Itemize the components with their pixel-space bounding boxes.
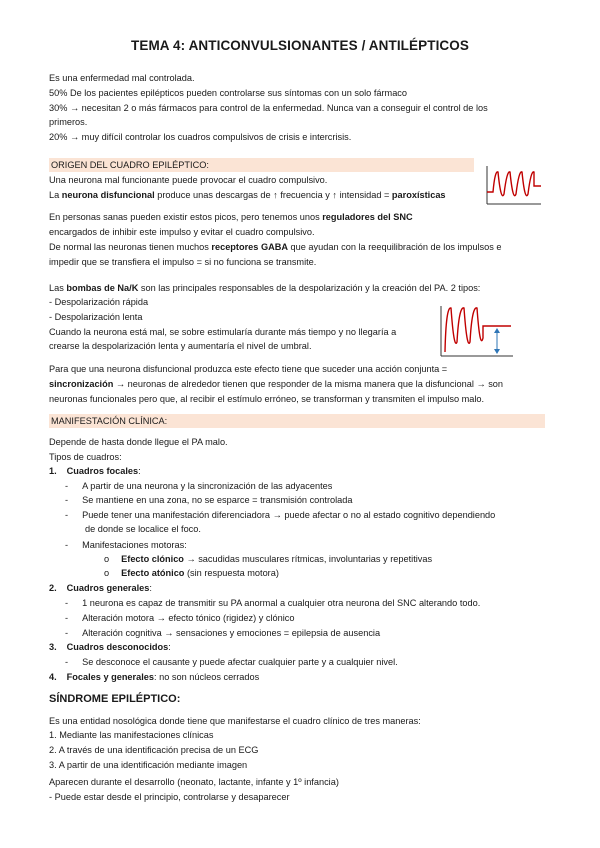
text-line: De normal las neuronas tienen muchos receptores GABA que ayudan con la reequilibración de los impulsos e: [49, 242, 502, 252]
list-item: - Se mantiene en una zona, no se esparce = transmisión controlada: [65, 495, 353, 505]
intro-line: 50% De los pacientes epilépticos pueden controlarse sus síntomas con un solo fármaco: [49, 88, 408, 98]
list-item: - Alteración cognitiva → sensaciones y emociones = epilepsia de ausencia: [65, 628, 381, 638]
section-heading-origen: ORIGEN DEL CUADRO EPILÉPTICO:: [49, 158, 474, 172]
list-item: 4. Focales y generales: no son núcleos cerrados: [49, 672, 260, 682]
sub-list-item: o Efecto atónico (sin respuesta motora): [104, 568, 279, 578]
intro-line: 30% → necesitan 2 o más fármacos para control de la enfermedad. Nunca van a conseguir el control de los: [49, 103, 488, 113]
text-line: crearse la despolarización lenta y aumentaría el nivel de umbral.: [49, 341, 312, 351]
list-item: 3. A partir de una identificación mediante imagen: [49, 760, 248, 770]
list-item: - Manifestaciones motoras:: [65, 540, 187, 550]
text-line: Cuando la neurona está mal, se sobre estimularía durante más tiempo y no llegaría a: [49, 327, 397, 337]
text-line: En personas sanas pueden existir estos picos, pero tenemos unos reguladores del SNC: [49, 212, 413, 222]
list-item: - Se desconoce el causante y puede afectar cualquier parte y a cualquier nivel.: [65, 657, 398, 667]
sub-list-item: o Efecto clónico → sacudidas musculares rítmicas, involuntarias y repetitivas: [104, 554, 433, 564]
text-line: Aparecen durante el desarrollo (neonato, lactante, infante y 1º infancia): [49, 777, 339, 787]
paroxysmal-wave-figure: [483, 164, 543, 208]
text-line: Depende de hasta donde llegue el PA malo.: [49, 437, 228, 447]
text-line: Es una entidad nosológica donde tiene que manifestarse el cuadro clínico de tres maneras:: [49, 716, 421, 726]
text-line: encargados de inhibir este impulso y evitar el cuadro compulsivo.: [49, 227, 315, 237]
text-line: Tipos de cuadros:: [49, 452, 122, 462]
text-line: Una neurona mal funcionante puede provocar el cuadro compulsivo.: [49, 175, 328, 185]
list-item: - Despolarización rápida: [49, 297, 149, 307]
text-line: sincronización → neuronas de alrededor tienen que responder de la misma manera que la disfuncional → son: [49, 379, 504, 389]
text-line: La neurona disfuncional produce unas descargas de ↑ frecuencia y ↑ intensidad = paroxísticas: [49, 190, 446, 200]
intro-line: 20% → muy difícil controlar los cuadros compulsivos de crisis e intercrisis.: [49, 132, 352, 142]
section-heading-manifestacion: MANIFESTACIÓN CLÍNICA:: [49, 414, 545, 428]
list-item: - Alteración motora → efecto tónico (rigidez) y clónico: [65, 613, 295, 623]
list-item: 2. A través de una identificación precisa de un ECG: [49, 745, 259, 755]
list-item: 3. Cuadros desconocidos:: [49, 642, 171, 652]
arrow-head-up: [494, 328, 500, 333]
list-item: - A partir de una neurona y la sincronización de las adyacentes: [65, 481, 333, 491]
text-line: neuronas funcionales pero que, al recibir el estímulo erróneo, se transforman y transmiten el impulso malo.: [49, 394, 485, 404]
depolarization-wave-figure: [437, 302, 517, 360]
list-item: 1. Cuadros focales:: [49, 466, 141, 476]
list-item: - Despolarización lenta: [49, 312, 143, 322]
text-line: impedir que se transfiera el impulso = si no funciona se transmite.: [49, 257, 317, 267]
depolarization-trace: [445, 308, 511, 352]
list-item: 1. Mediante las manifestaciones clínicas: [49, 730, 214, 740]
intro-line: Es una enfermedad mal controlada.: [49, 73, 195, 83]
list-item: - Puede estar desde el principio, controlarse y desaparecer: [49, 792, 290, 802]
list-item: 2. Cuadros generales:: [49, 583, 152, 593]
list-item: - Puede tener una manifestación diferenciadora → puede afectar o no al estado cognitivo dependiendo: [65, 510, 496, 520]
discharge-trace: [487, 172, 541, 196]
arrow-head-down: [494, 349, 500, 354]
page-title: TEMA 4: ANTICONVULSIONANTES / ANTILÉPTICOS: [131, 38, 469, 53]
intro-line: primeros.: [49, 117, 88, 127]
list-item: - 1 neurona es capaz de transmitir su PA anormal a cualquier otra neurona del SNC alterando todo.: [65, 598, 481, 608]
section-heading-sindrome: SÍNDROME EPILÉPTICO:: [49, 693, 181, 705]
text-line: Las bombas de Na/K son las principales responsables de la despolarización y la creación del PA. 2 tipos:: [49, 283, 481, 293]
text-line: Para que una neurona disfuncional produzca este efecto tiene que suceder una acción conjunta =: [49, 364, 448, 374]
list-item: de donde se localice el foco.: [85, 524, 201, 534]
